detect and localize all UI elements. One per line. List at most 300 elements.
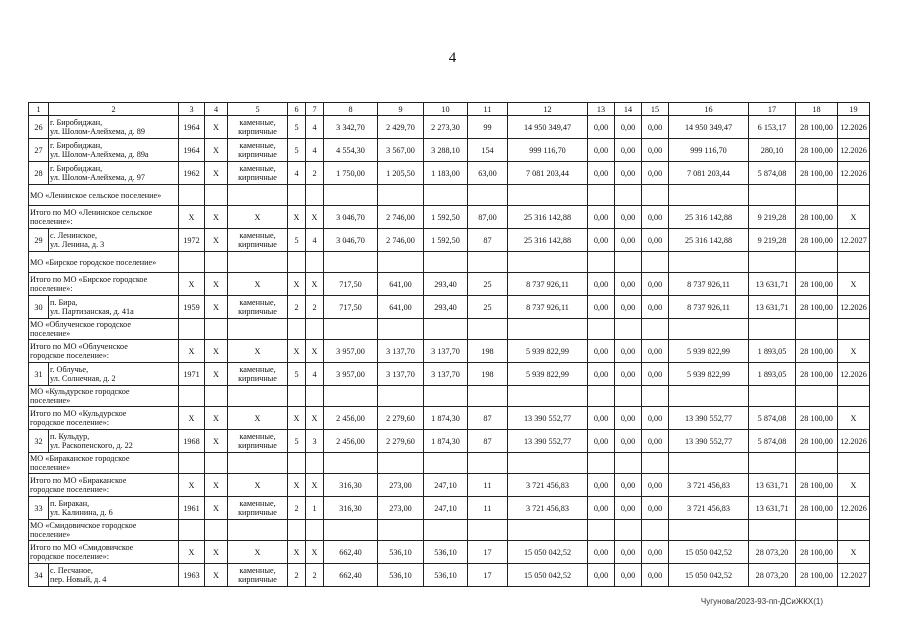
table-cell: 9 219,28 [749,229,796,252]
table-cell: 13 631,71 [749,273,796,296]
table-cell: каменные, кирпичные [228,296,288,319]
empty-cell [288,520,306,541]
table-cell: Х [306,474,324,497]
empty-cell [288,252,306,273]
table-cell: Х [228,273,288,296]
table-cell: 4 [306,139,324,162]
table-cell: 0,00 [615,363,642,386]
empty-cell [324,386,378,407]
empty-cell [324,453,378,474]
table-cell: 12.2026 [838,116,870,139]
table-cell: 0,00 [615,162,642,185]
table-cell: 5 [288,229,306,252]
empty-cell [642,185,669,206]
header-cell: 17 [749,103,796,116]
table-cell: 28 100,00 [796,116,838,139]
empty-cell [179,252,205,273]
empty-cell [288,453,306,474]
empty-cell [306,520,324,541]
empty-cell [468,520,508,541]
table-cell: 3 046,70 [324,229,378,252]
table-row [29,139,870,162]
table-cell: 0,00 [588,430,615,453]
table-cell: 1964 [179,116,205,139]
table-cell: 63,00 [468,162,508,185]
table-cell: 4 [306,229,324,252]
empty-cell [228,319,288,340]
table-cell: 2 456,00 [324,430,378,453]
table-cell: Х [288,206,306,229]
empty-cell [205,319,228,340]
table-cell: 5 874,08 [749,407,796,430]
table-cell: 1959 [179,296,205,319]
table-cell: Х [228,206,288,229]
empty-cell [615,319,642,340]
table-cell: 0,00 [642,497,669,520]
empty-cell [288,319,306,340]
table-cell: 26 [29,116,49,139]
table-cell: Х [205,541,228,564]
table-cell: Х [205,139,228,162]
table-cell: Х [306,407,324,430]
header-cell: 11 [468,103,508,116]
empty-cell [615,386,642,407]
table-cell: 11 [468,497,508,520]
table-cell: 1 592,50 [424,206,468,229]
table-cell: 2 279,60 [378,430,424,453]
table-cell: 17 [468,541,508,564]
table-cell: 29 [29,229,49,252]
empty-cell [306,252,324,273]
empty-cell [468,252,508,273]
table-cell: 0,00 [588,474,615,497]
total-row [29,474,870,497]
municipality-label: МО «Кульдурское городское поселение» [29,386,179,407]
table-cell: 1 205,50 [378,162,424,185]
empty-cell [796,453,838,474]
table-cell: 28 100,00 [796,474,838,497]
empty-cell [306,319,324,340]
table-row [29,162,870,185]
table-cell: 8 737 926,11 [669,296,749,319]
table-cell: 0,00 [642,116,669,139]
table-cell: 28 100,00 [796,564,838,587]
table-cell: 0,00 [588,139,615,162]
table-cell: 0,00 [588,273,615,296]
table-cell: 536,10 [424,541,468,564]
empty-cell [179,520,205,541]
empty-cell [588,520,615,541]
table-cell: 0,00 [615,340,642,363]
table-cell: каменные, кирпичные [228,363,288,386]
empty-cell [205,185,228,206]
table-cell: 0,00 [642,564,669,587]
table-cell: Х [306,206,324,229]
header-cell: 7 [306,103,324,116]
empty-cell [306,185,324,206]
empty-cell [378,252,424,273]
table-cell: 87 [468,407,508,430]
empty-cell [749,319,796,340]
table-cell: 0,00 [642,229,669,252]
table-cell: Х [838,541,870,564]
empty-cell [179,453,205,474]
table-cell: 198 [468,340,508,363]
empty-cell [179,185,205,206]
empty-cell [424,185,468,206]
empty-cell [796,185,838,206]
table-cell: 247,10 [424,497,468,520]
empty-cell [228,453,288,474]
header-cell: 15 [642,103,669,116]
empty-cell [508,185,588,206]
empty-cell [288,386,306,407]
table-cell: Х [205,363,228,386]
table-cell: 0,00 [588,229,615,252]
table-cell: 28 100,00 [796,296,838,319]
total-label: Итого по МО «Бираканское городское поселение»: [29,474,179,497]
empty-cell [588,386,615,407]
table-cell: 13 390 552,77 [508,407,588,430]
table-cell: Х [288,273,306,296]
table-cell: 0,00 [615,430,642,453]
table-cell: 13 390 552,77 [669,407,749,430]
table-cell: Х [179,206,205,229]
address-cell: п. Бира, ул. Партизанская, д. 41а [49,296,179,319]
table-cell: 2 746,00 [378,229,424,252]
municipality-label: МО «Смидовичское городское поселение» [29,520,179,541]
address-cell: г. Биробиджан, ул. Шолом-Алейхема, д. 97 [49,162,179,185]
table-cell: Х [205,229,228,252]
table-cell: 28 100,00 [796,206,838,229]
total-row [29,273,870,296]
table-cell: 2 746,00 [378,206,424,229]
table-cell: 34 [29,564,49,587]
table-cell: 8 737 926,11 [669,273,749,296]
empty-cell [205,252,228,273]
empty-cell [669,520,749,541]
table-cell: 536,10 [378,564,424,587]
header-cell: 8 [324,103,378,116]
table-cell: 0,00 [642,340,669,363]
table-cell: 4 554,30 [324,139,378,162]
total-row [29,340,870,363]
empty-cell [424,453,468,474]
empty-cell [669,386,749,407]
table-cell: 13 631,71 [749,296,796,319]
table-cell: 17 [468,564,508,587]
table-cell: 5 [288,430,306,453]
table-cell: 31 [29,363,49,386]
table-cell: 28 100,00 [796,541,838,564]
table-cell: Х [179,407,205,430]
municipality-label: МО «Ленинское сельское поселение» [29,185,179,206]
table-cell: каменные, кирпичные [228,116,288,139]
table-cell: 5 939 822,99 [669,340,749,363]
table-cell: 3 137,70 [378,363,424,386]
empty-cell [205,386,228,407]
table-cell: 8 737 926,11 [508,296,588,319]
table-cell: Х [228,340,288,363]
municipality-row [29,386,870,407]
empty-cell [378,185,424,206]
table-cell: Х [838,474,870,497]
table-cell: 1961 [179,497,205,520]
table-cell: 0,00 [588,340,615,363]
header-cell: 14 [615,103,642,116]
table-cell: 1964 [179,139,205,162]
table-cell: 2 [288,564,306,587]
table-cell: Х [306,541,324,564]
empty-cell [838,252,870,273]
table-cell: Х [179,340,205,363]
table-cell: 12.2026 [838,363,870,386]
table-cell: 25 316 142,88 [508,206,588,229]
table-cell: Х [306,273,324,296]
table-cell: 25 316 142,88 [508,229,588,252]
header-cell: 12 [508,103,588,116]
table-cell: 0,00 [642,363,669,386]
table-cell: 1 [306,497,324,520]
table-cell: 662,40 [324,541,378,564]
empty-cell [642,252,669,273]
table-cell: 12.2026 [838,162,870,185]
table-cell: 1963 [179,564,205,587]
table-cell: 0,00 [615,296,642,319]
table-cell: 28 100,00 [796,340,838,363]
table-cell: 15 050 042,52 [508,541,588,564]
table-cell: 641,00 [378,296,424,319]
table-cell: 717,50 [324,273,378,296]
table-cell: 717,50 [324,296,378,319]
table-row [29,363,870,386]
address-cell: г. Облучье, ул. Солнечная, д. 2 [49,363,179,386]
empty-cell [468,453,508,474]
table-cell: 1 893,05 [749,340,796,363]
table-cell: 0,00 [642,474,669,497]
table-cell: Х [179,474,205,497]
table-cell: Х [306,340,324,363]
table-cell: 0,00 [615,273,642,296]
table-cell: Х [288,407,306,430]
total-row [29,206,870,229]
empty-cell [642,386,669,407]
table-cell: 4 [306,116,324,139]
municipality-row [29,453,870,474]
table-cell: 0,00 [615,564,642,587]
empty-cell [424,386,468,407]
table-cell: 0,00 [588,206,615,229]
table-cell: Х [228,474,288,497]
table-row [29,564,870,587]
table-cell: 25 316 142,88 [669,229,749,252]
table-cell: 28 073,20 [749,541,796,564]
table-cell: 0,00 [642,407,669,430]
table-cell: 0,00 [615,229,642,252]
table-cell: 999 116,70 [508,139,588,162]
header-cell: 13 [588,103,615,116]
table-row [29,229,870,252]
total-label: Итого по МО «Ленинское сельское поселение»: [29,206,179,229]
table-cell: 15 050 042,52 [508,564,588,587]
empty-cell [642,520,669,541]
table-cell: 6 153,17 [749,116,796,139]
header-cell: 16 [669,103,749,116]
table-cell: 5 939 822,99 [508,363,588,386]
table-cell: 0,00 [642,273,669,296]
table-cell: 0,00 [642,162,669,185]
table-cell: 316,30 [324,497,378,520]
total-label: Итого по МО «Кульдурское городское поселение»: [29,407,179,430]
empty-cell [424,252,468,273]
table-cell: 11 [468,474,508,497]
housing-register-table [28,102,870,587]
table-cell: Х [205,116,228,139]
table-cell: Х [205,296,228,319]
table-cell: 999 116,70 [669,139,749,162]
table-cell: каменные, кирпичные [228,139,288,162]
table-cell: 1972 [179,229,205,252]
empty-cell [468,386,508,407]
table-cell: Х [838,407,870,430]
empty-cell [508,319,588,340]
table-cell: 14 950 349,47 [508,116,588,139]
total-label: Итого по МО «Облученское городское поселение»: [29,340,179,363]
empty-cell [508,520,588,541]
empty-cell [378,386,424,407]
table-cell: 13 390 552,77 [508,430,588,453]
table-cell: 1 874,30 [424,407,468,430]
table-cell: 28 100,00 [796,407,838,430]
header-cell: 9 [378,103,424,116]
table-cell: 198 [468,363,508,386]
empty-cell [642,319,669,340]
empty-cell [306,386,324,407]
table-cell: каменные, кирпичные [228,497,288,520]
table-cell: 12.2026 [838,497,870,520]
table-cell: 536,10 [424,564,468,587]
table-cell: 3 137,70 [424,340,468,363]
table-cell: 87 [468,229,508,252]
table-cell: 32 [29,430,49,453]
table-cell: 5 [288,116,306,139]
empty-cell [796,520,838,541]
table-cell: 8 737 926,11 [508,273,588,296]
header-row [29,103,870,116]
table-cell: 0,00 [588,541,615,564]
header-cell: 3 [179,103,205,116]
table-cell: 12.2027 [838,564,870,587]
empty-cell [228,252,288,273]
table-cell: 0,00 [615,206,642,229]
table-cell: 4 [306,363,324,386]
table-cell: 27 [29,139,49,162]
table-row [29,497,870,520]
empty-cell [669,319,749,340]
table-cell: 0,00 [615,116,642,139]
table-cell: 0,00 [588,497,615,520]
table-cell: 28 100,00 [796,497,838,520]
table-cell: 0,00 [615,541,642,564]
table-cell: 3 957,00 [324,340,378,363]
header-cell: 10 [424,103,468,116]
table-cell: 12.2027 [838,229,870,252]
empty-cell [796,319,838,340]
table-cell: 12.2026 [838,139,870,162]
empty-cell [179,386,205,407]
table-cell: 2 273,30 [424,116,468,139]
municipality-row [29,319,870,340]
empty-cell [749,520,796,541]
table-cell: 5 [288,139,306,162]
table-cell: 87,00 [468,206,508,229]
address-cell: с. Песчаное, пер. Новый, д. 4 [49,564,179,587]
table-cell: Х [179,273,205,296]
table-cell: 0,00 [615,474,642,497]
table-cell: 0,00 [642,139,669,162]
table-cell: 0,00 [642,541,669,564]
empty-cell [615,185,642,206]
empty-cell [424,520,468,541]
table-cell: 33 [29,497,49,520]
table-cell: Х [288,474,306,497]
table-cell: каменные, кирпичные [228,564,288,587]
empty-cell [378,319,424,340]
address-cell: п. Биракан, ул. Калинина, д. 6 [49,497,179,520]
table-cell: 28 100,00 [796,363,838,386]
table-cell: Х [838,273,870,296]
empty-cell [288,185,306,206]
table-cell: 28 100,00 [796,273,838,296]
empty-cell [588,185,615,206]
table-cell: 154 [468,139,508,162]
table-cell: Х [179,541,205,564]
table-cell: 2 [288,296,306,319]
empty-cell [749,185,796,206]
table-cell: Х [205,474,228,497]
table-cell: 99 [468,116,508,139]
table-cell: 3 137,70 [378,340,424,363]
table-cell: 5 939 822,99 [508,340,588,363]
empty-cell [588,319,615,340]
table-cell: 28 100,00 [796,162,838,185]
empty-cell [615,520,642,541]
table-row [29,430,870,453]
empty-cell [838,386,870,407]
table-cell: 0,00 [588,296,615,319]
table-body [29,103,870,587]
table-cell: 28 073,20 [749,564,796,587]
total-label: Итого по МО «Смидовичское городское поселение»: [29,541,179,564]
empty-cell [749,252,796,273]
empty-cell [642,453,669,474]
table-cell: Х [205,430,228,453]
total-label: Итого по МО «Бирское городское поселение»: [29,273,179,296]
table-cell: 3 046,70 [324,206,378,229]
table-cell: 2 456,00 [324,407,378,430]
table-cell: Х [205,273,228,296]
table-cell: 0,00 [615,407,642,430]
table-cell: 0,00 [615,139,642,162]
table-cell: 247,10 [424,474,468,497]
table-cell: 0,00 [588,162,615,185]
empty-cell [378,520,424,541]
table-cell: Х [205,162,228,185]
table-cell: каменные, кирпичные [228,229,288,252]
table-cell: 9 219,28 [749,206,796,229]
table-cell: 28 100,00 [796,430,838,453]
table-cell: 0,00 [642,430,669,453]
